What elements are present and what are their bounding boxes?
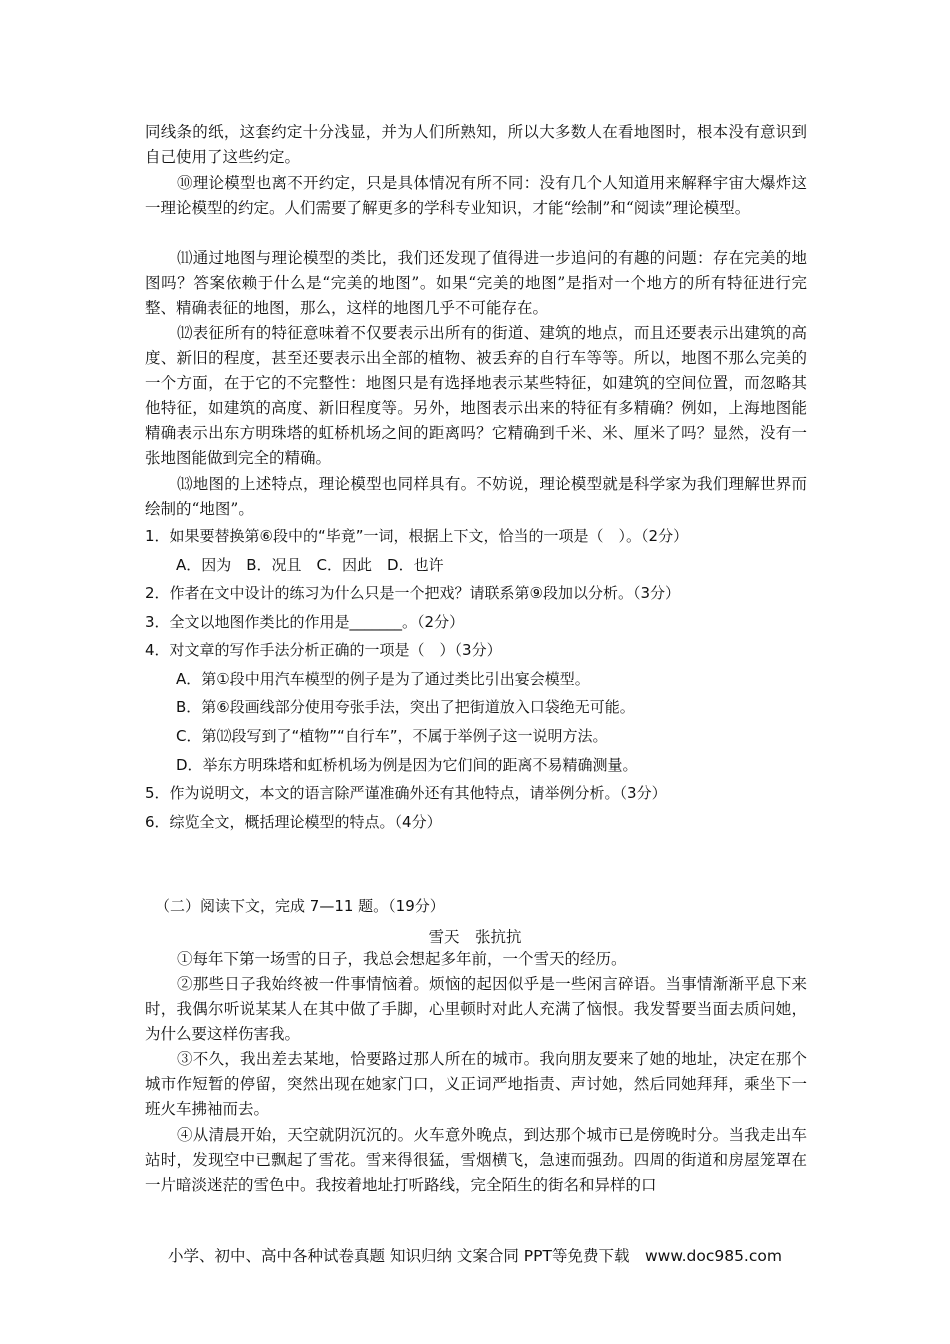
passage-paragraph-11: ⑾通过地图与理论模型的类比，我们还发现了值得进一步追问的有趣的问题：存在完美的地图吗？答案依赖于什么是“完美的地图”。如果“完美的地图”是指对一个地方的所有特征进行完整、精确表征的地图，那么，这样的地图几乎不可能存在。 [145, 249, 807, 317]
question-4-option-c: C．第⑿段写到了“植物”“自行车”，不属于举例子这一说明方法。 [176, 727, 608, 745]
passage-paragraph-continued: 同线条的纸，这套约定十分浅显，并为人们所熟知，所以大多数人在看地图时，根本没有意识到自己使用了这些约定。 [145, 123, 807, 166]
question-3: 3．全文以地图作类比的作用是_______。（2分） [145, 613, 465, 631]
question-5: 5．作为说明文，本文的语言除严谨准确外还有其他特点，请举例分析。（3分） [145, 784, 667, 802]
passage-paragraph-12: ⑿表征所有的特征意味着不仅要表示出所有的街道、建筑的地点，而且还要表示出建筑的高度、新旧的程度，甚至还要表示出全部的植物、被丢弃的自行车等等。所以，地图不那么完美的一个方面，在于它的不完整性：地图只是有选择地表示某些特征，如建筑的空间位置，而忽略其他特征，如建筑的高度、新旧程度等。另外，地图表示出来的特征有多精确？例如，上海地图能精确表示出东方明珠塔的虹桥机场之间的距离吗？它精确到千米、米、厘米了吗？显然，没有一张地图能做到完全的精确。 [145, 324, 807, 467]
question-6: 6．综览全文，概括理论模型的特点。（4分） [145, 813, 442, 831]
question-4-option-b: B．第⑥段画线部分使用夸张手法，突出了把街道放入口袋绝无可能。 [176, 698, 635, 716]
passage-paragraph-13: ⒀地图的上述特点，理论模型也同样具有。不妨说，理论模型就是科学家为我们理解世界而绘制的“地图”。 [145, 475, 807, 518]
story-paragraph-2: ②那些日子我始终被一件事情恼着。烦恼的起因似乎是一些闲言碎语。当事情渐渐平息下来时，我偶尔听说某某人在其中做了手脚，心里顿时对此人充满了恼恨。我发誓要当面去质问她，为什么要这样伤害我。 [145, 975, 807, 1043]
question-4-option-a: A．第①段中用汽车模型的例子是为了通过类比引出宴会模型。 [176, 670, 590, 688]
passage-paragraph-10: ⑩理论模型也离不开约定，只是具体情况有所不同：没有几个人知道用来解释宇宙大爆炸这一理论模型的约定。人们需要了解更多的学科专业知识，才能“绘制”和“阅读”理论模型。 [145, 174, 807, 217]
question-4: 4．对文章的写作手法分析正确的一项是（ ）（3分） [145, 641, 502, 659]
story-paragraph-3: ③不久，我出差去某地，恰要路过那人所在的城市。我向朋友要来了她的地址，决定在那个城市作短暂的停留，突然出现在她家门口，义正词严地指责、声讨她，然后同她拜拜，乘坐下一班火车拂袖而去。 [145, 1050, 807, 1118]
story-paragraph-4: ④从清晨开始，天空就阴沉沉的。火车意外晚点，到达那个城市已是傍晚时分。当我走出车站时，发现空中已飘起了雪花。雪来得很猛，雪烟横飞，急速而强劲。四周的街道和房屋笼罩在一片暗淡迷茫的雪色中。我按着地址打听路线，完全陌生的街名和异样的口 [145, 1126, 807, 1194]
question-2: 2．作者在文中设计的练习为什么只是一个把戏？请联系第⑨段加以分析。（3分） [145, 584, 681, 602]
story-paragraph-1: ①每年下第一场雪的日子，我总会想起多年前，一个雪天的经历。 [177, 950, 627, 968]
question-1-options: A．因为 B．况且 C．因此 D．也许 [176, 556, 444, 574]
question-4-option-d: D．举东方明珠塔和虹桥机场为例是因为它们间的距离不易精确测量。 [176, 756, 638, 774]
article-title: 雪天 张抗抗 [428, 928, 522, 946]
question-1: 1．如果要替换第⑥段中的“毕竟”一词，根据上下文，恰当的一项是（ ）。（2分） [145, 527, 689, 545]
page-footer: 小学、初中、高中各种试卷真题 知识归纳 文案合同 PPT等免费下载 www.doc985.com [168, 1247, 782, 1265]
section-heading: （二）阅读下文，完成 7—11 题。（19分） [155, 897, 445, 915]
